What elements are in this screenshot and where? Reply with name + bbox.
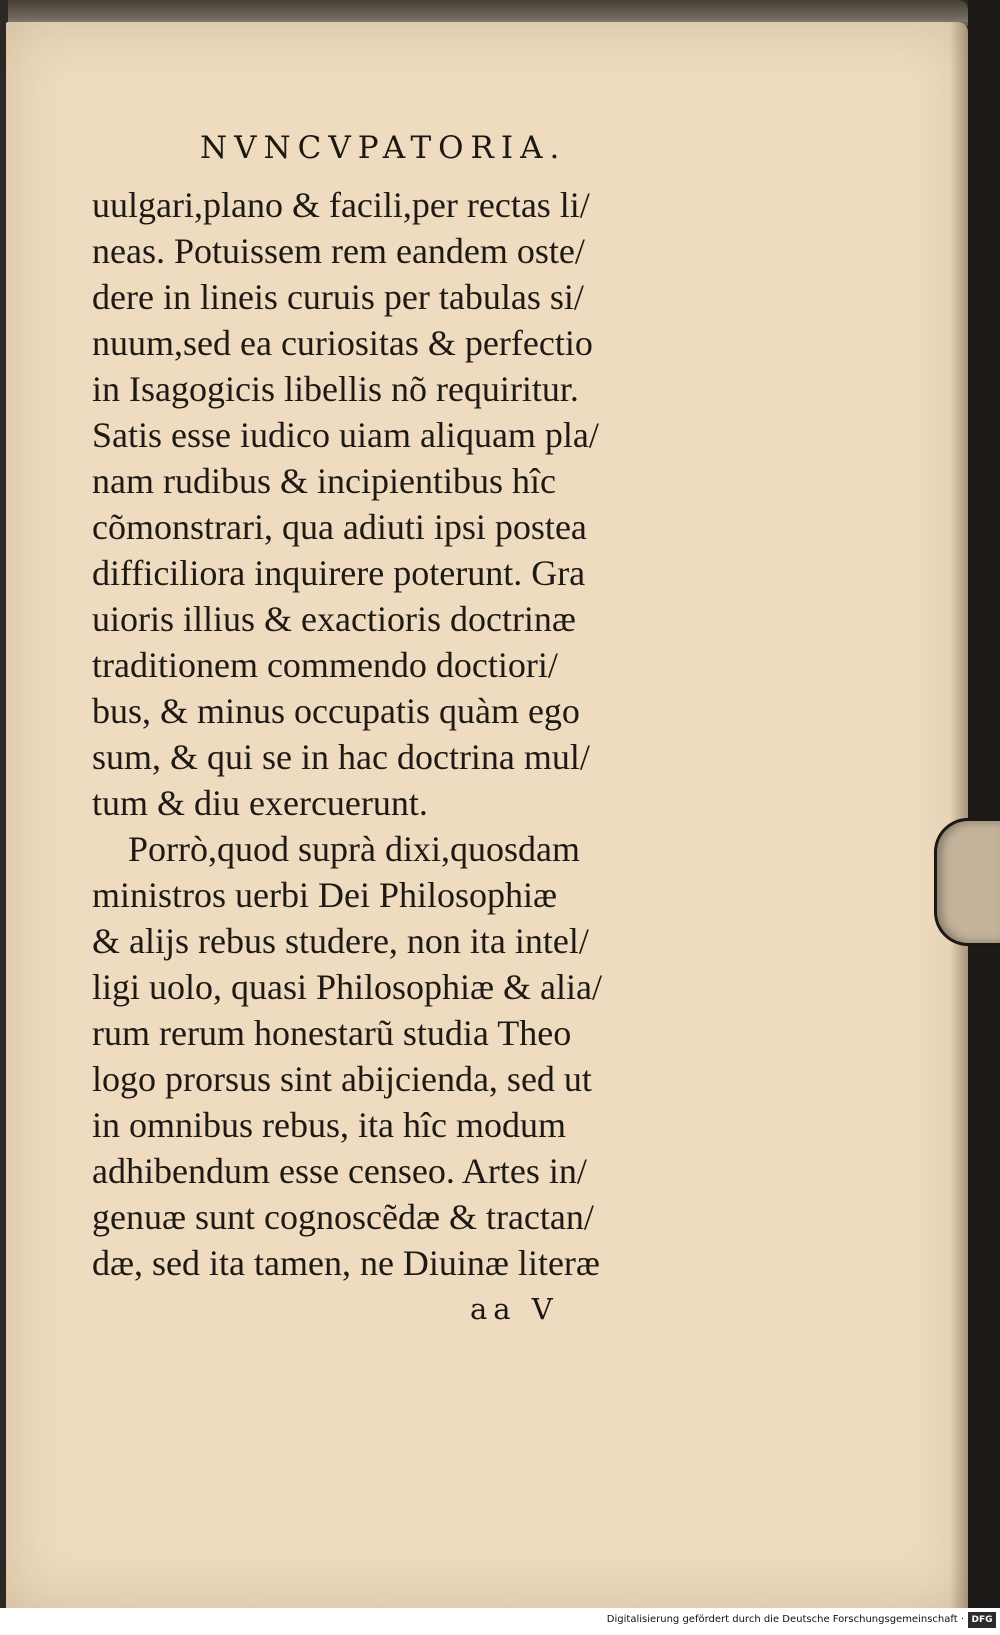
running-header: NVNCVPATORIA. <box>200 130 567 166</box>
text-line: in omnibus rebus, ita hîc modum <box>92 1105 566 1145</box>
text-line: dere in lineis curuis per tabulas si/ <box>92 277 584 317</box>
text-line: sum, & qui se in hac doctrina mul/ <box>92 737 590 777</box>
text-line: logo prorsus sint abijcienda, sed ut <box>92 1059 592 1099</box>
text-line: nam rudibus & incipientibus hîc <box>92 461 556 501</box>
text-line: ligi uolo, quasi Philosophiæ & alia/ <box>92 967 603 1007</box>
scan-background <box>968 0 1000 1608</box>
page-clip <box>934 818 1000 946</box>
text-line: uioris illius & exactioris doctrinæ <box>92 599 576 639</box>
text-line: nuum,sed ea curiositas & perfectio <box>92 323 593 363</box>
text-line: Satis esse iudico uiam aliquam pla/ <box>92 415 599 455</box>
page-body-text <box>92 182 712 1286</box>
text-line: rum rerum honestarũ studia Theo <box>92 1013 572 1053</box>
text-line: traditionem commendo doctiori/ <box>92 645 558 685</box>
text-line: cõmonstrari, qua adiuti ipsi postea <box>92 507 587 547</box>
dfg-logo: DFG <box>968 1612 996 1628</box>
text-line: ministros uerbi Dei Philosophiæ <box>92 875 558 915</box>
text-line: in Isagogicis libellis nõ requiritur. <box>92 369 579 409</box>
text-line: tum & diu exercuerunt. <box>92 783 428 823</box>
text-line: Porrò,quod suprà dixi,quosdam <box>128 829 580 869</box>
text-line: difficiliora inquirere poterunt. Gra <box>92 553 586 593</box>
text-line: adhibendum esse censeo. Artes in/ <box>92 1151 587 1191</box>
text-line: dæ, sed ita tamen, ne Diuinæ literæ <box>92 1243 600 1283</box>
text-line: uulgari,plano & facili,per rectas li/ <box>92 185 590 225</box>
text-line: & alijs rebus studere, non ita intel/ <box>92 921 589 961</box>
page-signature: aa V <box>470 1292 559 1326</box>
digitization-credit: Digitalisierung gefördert durch die Deutsche Forschungsgemeinschaft · <box>606 1614 964 1625</box>
text-line: genuæ sunt cognoscẽdæ & tractan/ <box>92 1197 594 1237</box>
text-line: bus, & minus occupatis quàm ego <box>92 691 580 731</box>
text-line: neas. Potuissem rem eandem oste/ <box>92 231 585 271</box>
